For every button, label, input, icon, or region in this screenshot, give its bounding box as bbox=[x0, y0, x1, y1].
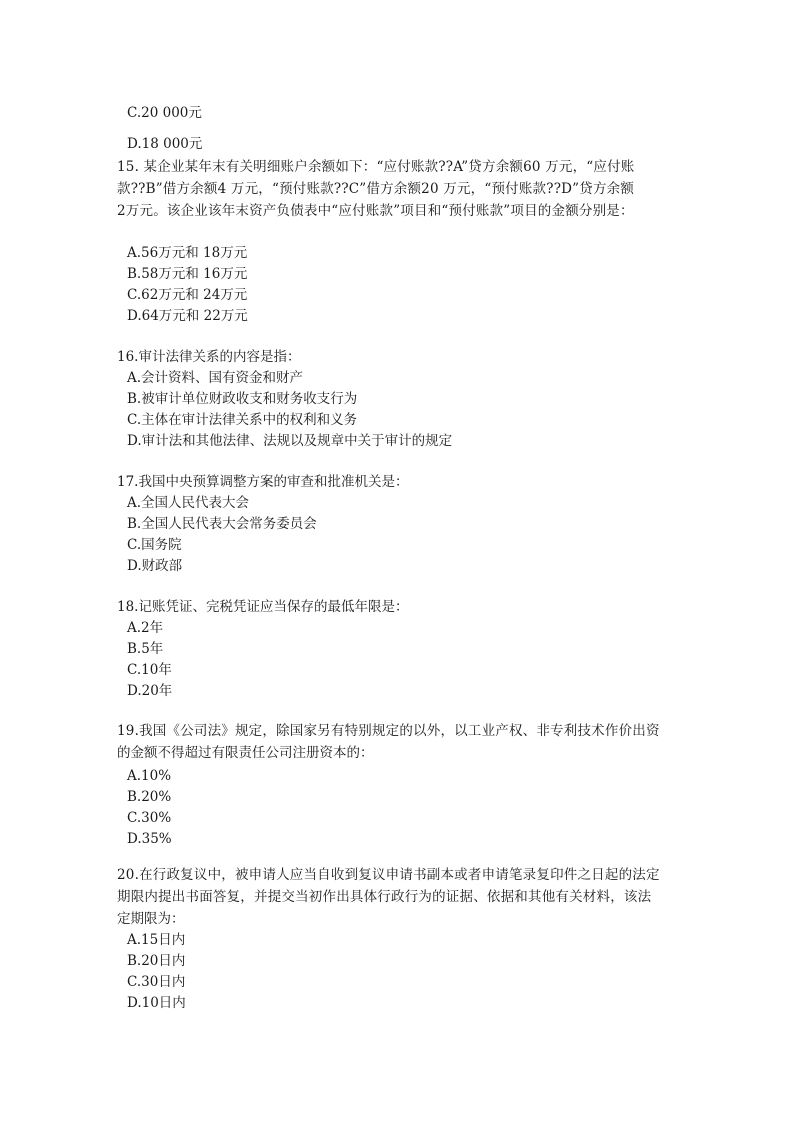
question-stem: 20.在行政复议中，被申请人应当自收到复议申请书副本或者申请笔录复印件之日起的法定 bbox=[117, 867, 660, 883]
option-a: A.15日内 bbox=[127, 932, 186, 948]
option-d: D.35% bbox=[127, 831, 172, 847]
option-b: B.20% bbox=[127, 789, 172, 805]
option-d: D.财政部 bbox=[127, 558, 183, 574]
question-stem: 18.记账凭证、完税凭证应当保存的最低年限是： bbox=[117, 599, 409, 615]
question-stem: 定期限为： bbox=[117, 911, 185, 927]
option-c: C.10年 bbox=[127, 662, 172, 678]
option-d: D.20年 bbox=[127, 683, 173, 699]
option-a: A.56万元和 18万元 bbox=[127, 245, 248, 261]
question-stem: 17.我国中央预算调整方案的审查和批准机关是： bbox=[117, 474, 409, 490]
question-stem: 款??B”借方余额4 万元，“预付账款??C”借方余额20 万元，“预付账款??D”贷方余额 bbox=[117, 181, 635, 197]
option-c: C.62万元和 24万元 bbox=[127, 287, 248, 303]
question-stem: 2万元。该企业该年末资产负债表中“应付账款”项目和“预付账款”项目的金额分别是： bbox=[117, 203, 634, 219]
option-a: A.2年 bbox=[127, 620, 164, 636]
option-c: C.主体在审计法律关系中的权利和义务 bbox=[127, 412, 358, 428]
option-b: B.20日内 bbox=[127, 953, 186, 969]
option-a: A.10% bbox=[127, 768, 172, 784]
question-stem: 的金额不得超过有限责任公司注册资本的： bbox=[117, 745, 374, 761]
option-c: C.国务院 bbox=[127, 537, 182, 553]
option-a: A.会计资料、国有资金和财产 bbox=[127, 370, 304, 386]
option-d: D.18 000元 bbox=[127, 136, 203, 152]
option-d: D.审计法和其他法律、法规以及规章中关于审计的规定 bbox=[127, 433, 453, 449]
question-stem: 15. 某企业某年末有关明细账户余额如下：“应付账款??A”贷方余额60 万元，“应付账 bbox=[117, 159, 635, 175]
option-b: B.被审计单位财政收支和财务收支行为 bbox=[127, 391, 358, 407]
question-stem: 16.审计法律关系的内容是指： bbox=[117, 349, 301, 365]
option-b: B.全国人民代表大会常务委员会 bbox=[127, 516, 317, 532]
option-c: C.30日内 bbox=[127, 974, 186, 990]
option-c: C.20 000元 bbox=[127, 105, 202, 121]
option-d: D.64万元和 22万元 bbox=[127, 308, 248, 324]
question-stem: 期限内提出书面答复，并提交当初作出具体行政行为的证据、依据和其他有关材料，该法 bbox=[117, 889, 652, 905]
option-a: A.全国人民代表大会 bbox=[127, 495, 250, 511]
option-b: B.5年 bbox=[127, 641, 164, 657]
option-b: B.58万元和 16万元 bbox=[127, 266, 248, 282]
option-d: D.10日内 bbox=[127, 995, 186, 1011]
question-stem: 19.我国《公司法》规定，除国家另有特别规定的以外，以工业产权、非专利技术作价出资 bbox=[117, 723, 660, 739]
option-c: C.30% bbox=[127, 810, 172, 826]
